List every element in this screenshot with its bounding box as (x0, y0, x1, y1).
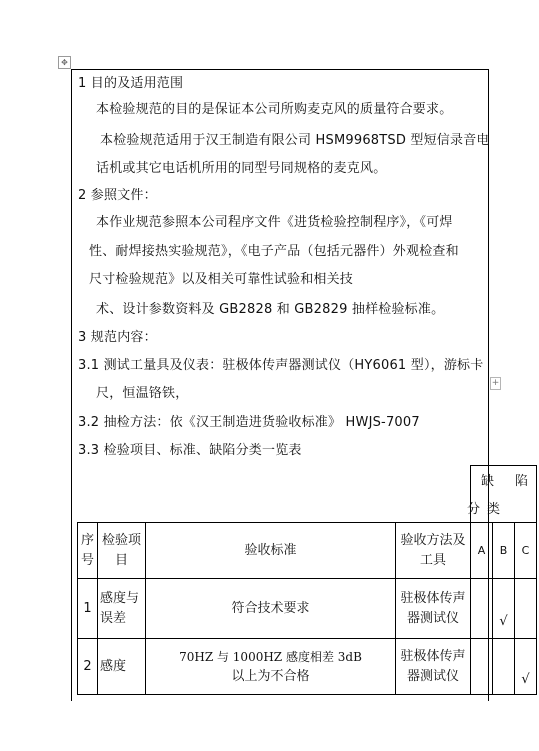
row-item (98, 579, 146, 639)
section2-heading: 2 参照文件： (78, 188, 157, 203)
header-c: C (515, 523, 537, 579)
header-a: A (471, 523, 493, 579)
row-method-line1: 驻极体传声 (400, 648, 466, 664)
section1-paragraph1: 本检验规范的目的是保证本公司所购麦克风的质量符合要求。 (96, 102, 453, 117)
row-a (471, 639, 493, 695)
section2-line4: 术、设计参数资料及 GB2828 和 GB2829 抽样检验标准。 (96, 302, 445, 317)
row-standard-line2: 以上为不合格 (231, 668, 310, 684)
add-row-handle[interactable]: + (491, 378, 500, 388)
header-method (396, 523, 471, 579)
section3-1-line1: 3.1 测试工量具及仪表：驻极体传声器测试仪（HY6061 型），游标卡 (78, 358, 484, 373)
header-b: B (493, 523, 515, 579)
defect-header-row (78, 466, 537, 523)
header-method-line2: 工具 (419, 552, 446, 568)
row-method (396, 639, 471, 695)
row-b (493, 639, 515, 695)
defect-class-header (467, 466, 537, 523)
defect-char-2: 陷 (515, 474, 529, 489)
row-b-check: √ (493, 579, 515, 639)
row-method-line2: 器测试仪 (406, 610, 459, 626)
table-row (78, 639, 537, 695)
row-c (515, 579, 537, 639)
row-method-line2: 器测试仪 (406, 668, 459, 684)
row-item-line1: 感度与 (100, 590, 140, 606)
row-item-line1: 感度 (100, 658, 127, 674)
row-standard-line1: 70HZ 与 1000HZ 感度相差 3dB (179, 649, 362, 664)
row-c-check: √ (515, 639, 537, 695)
table-move-handle[interactable]: ✥ (58, 56, 71, 69)
header-standard: 验收标准 (146, 523, 396, 579)
section3-1-line2: 尺，恒温铬铁， (96, 386, 189, 401)
defect-char-1: 缺 (481, 474, 495, 489)
section1-paragraph2-line2: 话机或其它电话机所用的同型号同规格的麦克风。 (96, 161, 387, 176)
row-standard (146, 579, 396, 639)
row-method-line1: 驻极体传声 (400, 590, 466, 606)
row-method (396, 579, 471, 639)
row-standard (146, 639, 396, 695)
row-item-line2: 误差 (100, 610, 127, 626)
header-item-line2: 目 (114, 552, 128, 568)
header-item (98, 523, 146, 579)
column-header-row (78, 523, 537, 579)
row-item (98, 639, 146, 695)
row-a (471, 579, 493, 639)
section1-paragraph2-line1: 本检验规范适用于汉王制造有限公司 HSM9968TSD 型短信录音电 (100, 133, 490, 148)
row-standard-line1: 符合技术要求 (231, 600, 310, 616)
row-no: 2 (78, 639, 98, 695)
header-item-line1: 检验项 (101, 532, 141, 548)
header-no (78, 523, 98, 579)
defect-char-3: 分 (467, 502, 481, 517)
section3-2: 3.2 抽检方法：依《汉王制造进货验收标准》 HWJS-7007 (78, 415, 420, 430)
defect-char-4: 类 (487, 502, 501, 517)
section2-line2: 性、耐焊接热实验规范》，《电子产品（包括元器件）外观检查和 (89, 244, 459, 259)
section2-line3: 尺寸检验规范》以及相关可靠性试验和相关技 (89, 272, 354, 287)
section3-heading: 3 规范内容： (78, 330, 157, 345)
section1-heading: 1 目的及适用范围 (78, 76, 184, 91)
section2-line1: 本作业规范参照本公司程序文件《进货检验控制程序》，《可焊 (96, 215, 453, 230)
header-no-line1: 序 (80, 532, 94, 548)
row-no: 1 (78, 579, 98, 639)
header-no-line2: 号 (80, 552, 94, 568)
header-method-line1: 验收方法及 (400, 532, 466, 548)
table-row (78, 579, 537, 639)
inspection-table (77, 465, 537, 695)
section3-3: 3.3 检验项目、标准、缺陷分类一览表 (78, 443, 302, 458)
